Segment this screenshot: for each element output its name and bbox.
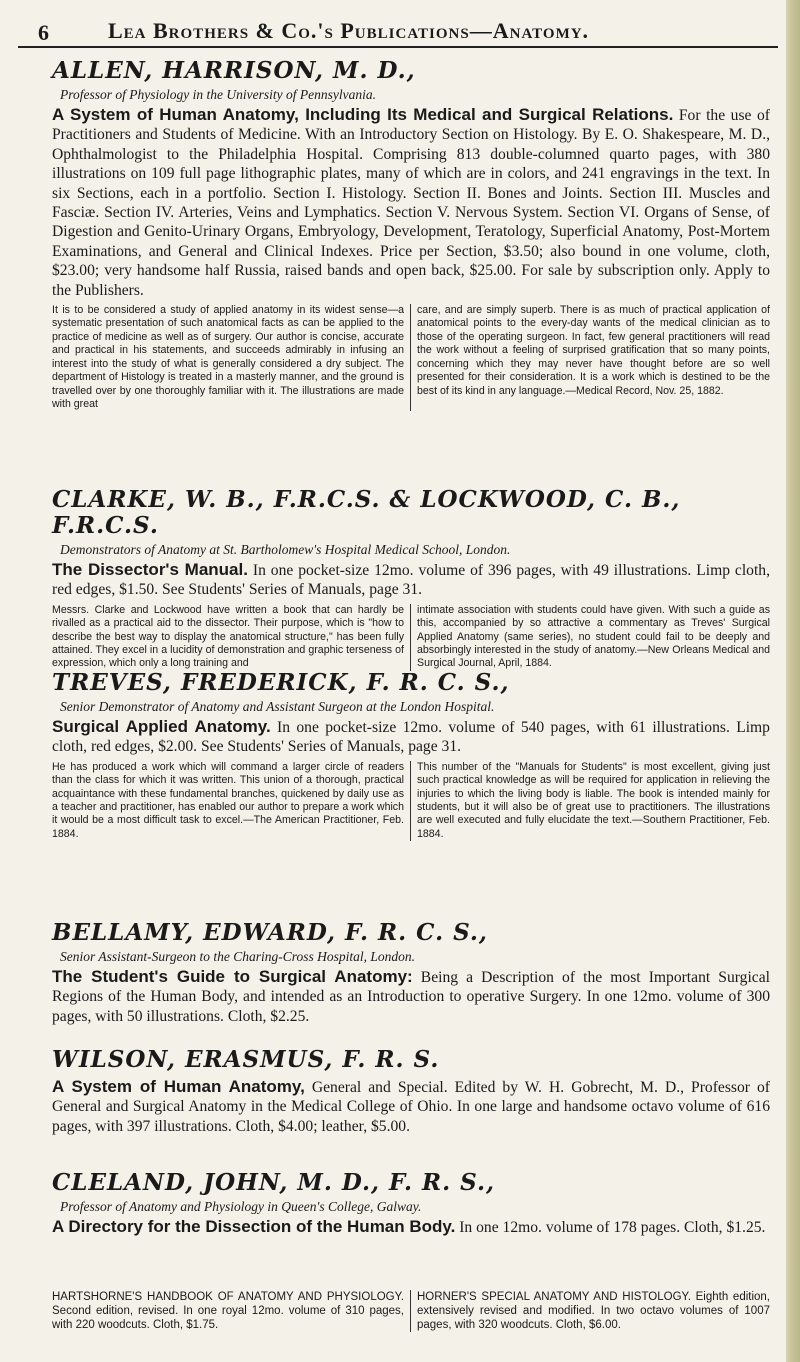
page-header xyxy=(18,6,778,48)
entry-description xyxy=(52,560,770,600)
entry-description xyxy=(52,967,770,1026)
entry-clarke-lockwood xyxy=(52,487,770,671)
review-columns xyxy=(52,604,770,671)
author-name: BELLAMY, EDWARD, F. R. C. S., xyxy=(52,919,488,946)
book-details: In one 12mo. volume of 178 pages. Cloth, $1.25. xyxy=(459,1219,766,1236)
book-details: Being a Description of the most Important Surgical Regions of the Human Body, and intended as an Introduction to operative Surgery. In one 12mo. volume of 300 pages, with 50 illustrations. Cloth, $2.25. xyxy=(52,969,770,1025)
review-right: intimate association with students could have given. With such a guide as this, accompanied by so attractive a commentary as Treves' Surgical Applied Anatomy (same series), no student could fail to be deeply and absorbingly interested in the study of anatomy.—New Orleans Medical and Surgical Journal, April, 1884. xyxy=(417,603,770,670)
entry-description xyxy=(52,1217,770,1237)
review-right: This number of the "Manuals for Students" is most excellent, giving just such practical knowledge as will be required for application in relieving the injuries to which the living body is liable. The book is intended mainly for students, but it will also be of great use to practitioners. The illustrations are well executed and fully elucidate the text.—Southern Practitioner, Feb. 1884. xyxy=(417,760,770,840)
book-details: In one pocket-size 12mo. volume of 540 pages, with 61 illustrations. Limp cloth, red edges, $2.00. See Students' Series of Manuals, page 31. xyxy=(52,719,770,756)
author-name: CLARKE, W. B., F.R.C.S. & LOCKWOOD, C. B., F.R.C.S. xyxy=(52,486,681,539)
book-title: A Directory for the Dissection of the Human Body. xyxy=(52,1217,456,1236)
entry-allen xyxy=(52,58,770,411)
author-affiliation: Demonstrators of Anatomy at St. Bartholomew's Hospital Medical School, London. xyxy=(60,542,511,557)
entry-treves xyxy=(52,670,770,841)
footer-listings xyxy=(52,1290,770,1332)
review-columns xyxy=(52,304,770,411)
author-affiliation: Professor of Physiology in the University of Pennsylvania. xyxy=(60,87,376,102)
footer-hartshorne: HARTSHORNE'S HANDBOOK OF ANATOMY AND PHYSIOLOGY. Second edition, revised. In one royal 12mo. volume of 310 pages, with 220 woodcuts. Cloth, $1.75. xyxy=(52,1290,411,1332)
page-edge xyxy=(786,0,800,1362)
author-affiliation: Senior Demonstrator of Anatomy and Assistant Surgeon at the London Hospital. xyxy=(60,699,495,714)
author-affiliation: Senior Assistant-Surgeon to the Charing-Cross Hospital, London. xyxy=(60,949,416,964)
book-title: The Dissector's Manual. xyxy=(52,560,248,579)
entry-cleland xyxy=(52,1170,770,1237)
author-name: WILSON, ERASMUS, F. R. S. xyxy=(52,1046,440,1073)
author-name: CLELAND, JOHN, M. D., F. R. S., xyxy=(52,1169,495,1196)
author-name: ALLEN, HARRISON, M. D., xyxy=(52,57,416,84)
review-left: It is to be considered a study of applied anatomy in its widest sense—a systematic presentation of such anatomical facts as can be applied to the practice of medicine as well as of surgery. Our author is concise, accurate and practical in his statements, and succeeds admirably in infusing an interest into the study of what is generally considered a dry subject. The department of Histology is treated in a masterly manner, and the ground is travelled over by one thoroughly familiar with it. The illustrations are made with great xyxy=(52,304,411,411)
review-columns xyxy=(52,761,770,841)
entry-description xyxy=(52,717,770,757)
entry-description xyxy=(52,105,770,300)
footer-horner: HORNER'S SPECIAL ANATOMY AND HISTOLOGY. Eighth edition, extensively revised and modified. In two octavo volumes of 1007 pages, with 320 woodcuts. Cloth, $6.00. xyxy=(417,1291,770,1331)
book-title: A System of Human Anatomy, xyxy=(52,1077,305,1096)
review-left: Messrs. Clarke and Lockwood have written a book that can hardly be rivalled as a practical aid to the dissector. Their purpose, which is "how to describe the best way to display the anatomical structure," has been fully attained. They excel in a lucidity of demonstration and graphic terseness of expression, which only a long training and xyxy=(52,604,411,671)
book-title: The Student's Guide to Surgical Anatomy: xyxy=(52,967,413,986)
book-title: A System of Human Anatomy, Including Its Medical and Surgical Relations. xyxy=(52,105,674,124)
book-details: General and Special. Edited by W. H. Gobrecht, M. D., Professor of General and Surgical Anatomy in the Medical College of Ohio. In one large and handsome octavo volume of 616 pages, with 397 illustrations. Cloth, $4.00; leather, $5.00. xyxy=(52,1079,770,1135)
entry-bellamy xyxy=(52,920,770,1026)
book-details: In one pocket-size 12mo. volume of 396 pages, with 49 illustrations. Limp cloth, red edges, $1.50. See Students' Series of Manuals, page 31. xyxy=(52,562,771,599)
entry-description xyxy=(52,1077,770,1136)
review-right: care, and are simply superb. There is as much of practical application of anatomical points to the every-day wants of the medical clinician as to those of the operating surgeon. In fact, few general practitioners will read the work without a feeling of surprised gratification that so many points, concerning which they may never have thought before are so well presented for their consideration. It is a work which is destined to be the best of its kind in any language.—Medical Record, Nov. 25, 1882. xyxy=(417,304,770,397)
book-title: Surgical Applied Anatomy. xyxy=(52,717,271,736)
author-affiliation: Professor of Anatomy and Physiology in Queen's College, Galway. xyxy=(60,1199,422,1214)
book-details: For the use of Practitioners and Students of Medicine. With an Introductory Section on Histology. By E. O. Shakespeare, M. D., Ophthalmologist to the Philadelphia Hospital. Comprising 813 double-columned quarto pages, with 380 illustrations on 109 full page lithographic plates, many of which are in colors, and 241 engravings in the text. In six Sections, each in a portfolio. Section I. Histology. Section II. Bones and Joints. Section III. Muscles and Fasciæ. Section IV. Arteries, Veins and Lymphatics. Section V. Nervous System. Section VI. Organs of Sense, of Digestion and Genito-Urinary Organs, Embryology, Development, Teratology, Superficial Anatomy, Post-Mortem Examinations, and General and Clinical Indexes. Price per Section, $3.50; also bound in one volume, cloth, $23.00; very handsome half Russia, raised bands and open back, $25.00. For sale by subscription only. Apply to the Publishers. xyxy=(52,107,770,299)
page-number: 6 xyxy=(38,20,49,45)
author-name: TREVES, FREDERICK, F. R. C. S., xyxy=(52,669,510,696)
running-title: Lea Brothers & Co.'s Publications—Anatomy. xyxy=(108,18,590,43)
review-left: He has produced a work which will command a larger circle of readers than the class for which it was written. This union of a thorough, practical acquaintance with these fundamental branches, quickened by daily use as a teacher and practitioner, has enabled our author to prepare a work which it would be a most difficult task to excel.—The American Practitioner, Feb. 1884. xyxy=(52,761,411,841)
entry-wilson xyxy=(52,1047,770,1136)
